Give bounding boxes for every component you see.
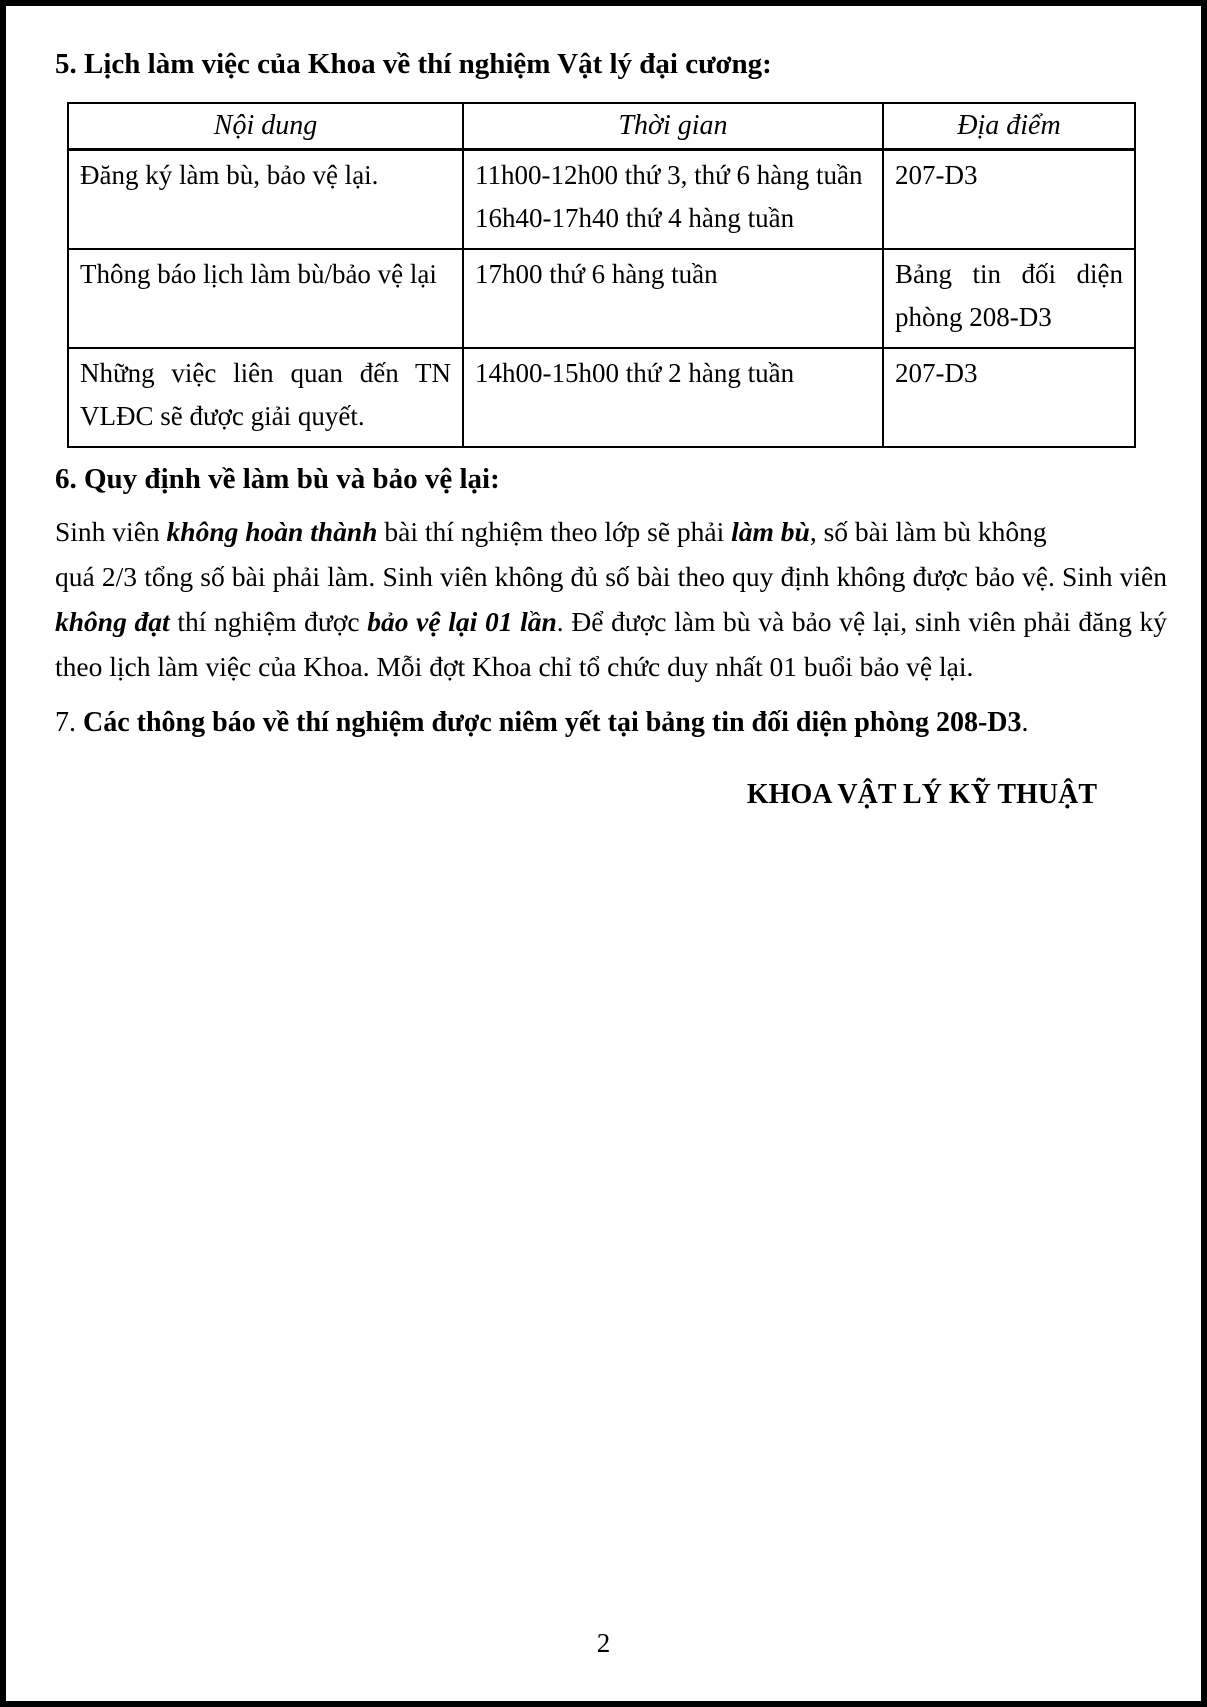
- cell-noi-dung: Đăng ký làm bù, bảo vệ lại.: [68, 150, 463, 250]
- cell-dia-diem: 207-D3: [883, 150, 1135, 250]
- section7-text: Các thông báo về thí nghiệm được niêm yết tại bảng tin đối diện phòng 208-D3: [83, 707, 1022, 738]
- cell-thoi-gian: 17h00 thứ 6 hàng tuần: [463, 249, 883, 348]
- cell-thoi-gian: [463, 150, 883, 250]
- table-row: [68, 249, 1135, 348]
- thoi-gian-line: 16h40-17h40 thứ 4 hàng tuần: [475, 203, 795, 233]
- signature-line: KHOA VẬT LÝ KỸ THUẬT: [746, 779, 1097, 810]
- header-dia-diem: Địa điểm: [883, 103, 1135, 150]
- cell-noi-dung: Thông báo lịch làm bù/bảo vệ lại: [68, 249, 463, 348]
- schedule-table: [67, 102, 1136, 448]
- para-run: quá 2/3 tổng số bài phải làm. Sinh viên không đủ số bài theo quy định không được bảo vệ. Sinh viên: [55, 561, 1167, 592]
- section6-paragraph: [55, 509, 1167, 689]
- para-run: . Để được làm bù và bảo vệ lại, sinh viên phải đăng ký theo lịch làm việc của Khoa. Mỗi đợt Khoa chỉ tổ chức duy nhất 01 buổi bảo vệ lại.: [55, 606, 1167, 682]
- table-row: [68, 150, 1135, 250]
- para-run-emphasis: không đạt: [55, 606, 170, 637]
- para-run-emphasis: bảo vệ lại 01 lần: [367, 606, 557, 637]
- cell-dia-diem: Bảng tin đối diện phòng 208-D3: [883, 249, 1135, 348]
- section5-heading: 5. Lịch làm việc của Khoa về thí nghiệm Vật lý đại cương:: [55, 48, 772, 80]
- table-header-row: [68, 103, 1135, 150]
- cell-noi-dung: Những việc liên quan đến TN VLĐC sẽ được giải quyết.: [68, 348, 463, 447]
- table-row: [68, 348, 1135, 447]
- page-number: 2: [596, 1628, 611, 1658]
- cell-thoi-gian: 14h00-15h00 thứ 2 hàng tuần: [463, 348, 883, 447]
- section7-number: 7.: [55, 707, 83, 738]
- para-run-emphasis: làm bù: [731, 516, 810, 547]
- header-noi-dung: Nội dung: [68, 103, 463, 150]
- para-run: bài thí nghiệm theo lớp sẽ phải: [377, 516, 732, 547]
- thoi-gian-line: 11h00-12h00 thứ 3, thứ 6 hàng tuần: [475, 160, 863, 190]
- section7-period: .: [1021, 707, 1029, 738]
- section6-heading: 6. Quy định về làm bù và bảo vệ lại:: [55, 463, 500, 495]
- para-run: Sinh viên: [55, 516, 167, 547]
- document-content: [55, 46, 1167, 811]
- para-run: , số bài làm bù không: [809, 516, 1047, 547]
- section7-heading: [55, 703, 1167, 743]
- para-run-emphasis: không hoàn thành: [166, 516, 378, 547]
- header-thoi-gian: Thời gian: [463, 103, 883, 150]
- para-run: thí nghiệm được: [169, 606, 368, 637]
- cell-dia-diem: 207-D3: [883, 348, 1135, 447]
